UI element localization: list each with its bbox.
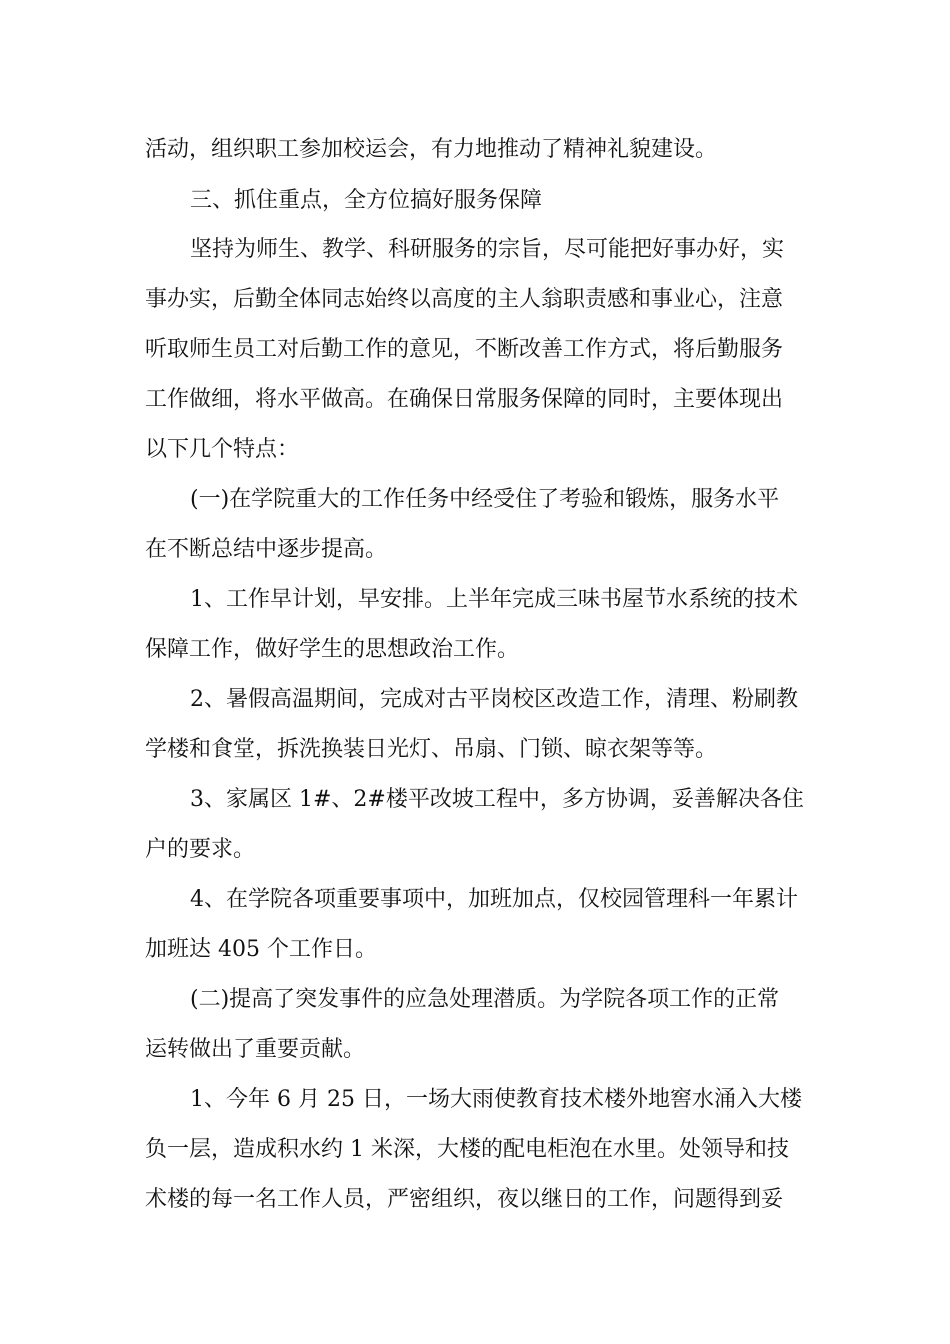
- paragraph-line: 以下几个特点：: [145, 437, 300, 462]
- subsection-heading: (二)提高了突发事件的应急处理潜质。为学院各项工作的正常: [190, 987, 780, 1012]
- list-item-line: 4、在学院各项重要事项中，加班加点，仅校园管理科一年累计: [190, 887, 798, 912]
- paragraph-line: 运转做出了重要贡献。: [145, 1037, 366, 1062]
- paragraph-line: 在不断总结中逐步提高。: [145, 537, 388, 562]
- section-heading: 三、抓住重点，全方位搞好服务保障: [190, 188, 543, 213]
- paragraph-line: 活动，组织职工参加校运会，有力地推动了精神礼貌建设。: [145, 137, 718, 162]
- list-item-line: 1、今年 6 月 25 日，一场大雨使教育技术楼外地窖水涌入大楼: [190, 1087, 802, 1112]
- list-item-line: 保障工作，做好学生的思想政治工作。: [145, 637, 520, 662]
- paragraph-line: 事办实，后勤全体同志始终以高度的主人翁职责感和事业心，注意: [145, 287, 784, 312]
- list-item-line: 加班达 405 个工作日。: [145, 937, 377, 962]
- list-item-line: 2、暑假高温期间，完成对古平岗校区改造工作，清理、粉刷教: [190, 687, 798, 712]
- subsection-heading: (一)在学院重大的工作任务中经受住了考验和锻炼，服务水平: [190, 487, 780, 512]
- paragraph-line: 听取师生员工对后勤工作的意见，不断改善工作方式，将后勤服务: [145, 337, 784, 362]
- list-item-line: 户的要求。: [145, 837, 256, 862]
- paragraph-line: 工作做细，将水平做高。在确保日常服务保障的同时，主要体现出: [145, 387, 784, 412]
- list-item-line: 术楼的每一名工作人员，严密组织，夜以继日的工作，问题得到妥: [145, 1187, 784, 1212]
- list-item-line: 1、工作早计划，早安排。上半年完成三味书屋节水系统的技术: [190, 587, 798, 612]
- paragraph-line: 坚持为师生、教学、科研服务的宗旨，尽可能把好事办好，实: [190, 237, 785, 262]
- list-item-line: 3、家属区 1#、2#楼平改坡工程中，多方协调，妥善解决各住: [190, 787, 804, 812]
- list-item-line: 负一层，造成积水约 1 米深，大楼的配电柜泡在水里。处领导和技: [145, 1137, 789, 1162]
- list-item-line: 学楼和食堂，拆洗换装日光灯、吊扇、门锁、晾衣架等等。: [145, 737, 718, 762]
